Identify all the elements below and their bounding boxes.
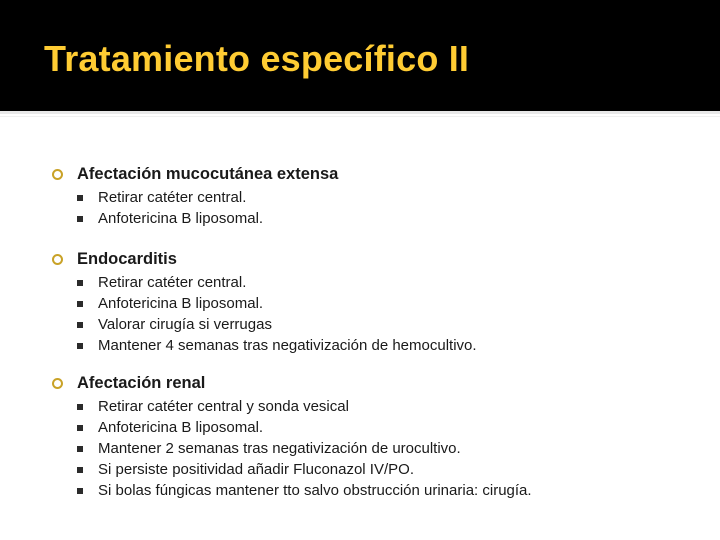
list-item <box>77 187 690 208</box>
slide-title: Tratamiento específico II <box>44 38 470 79</box>
bullet-list <box>50 396 690 501</box>
title-bar <box>0 0 720 111</box>
list-item-text: Si persiste positividad añadir Fluconazol IV/PO. <box>98 461 414 478</box>
section-heading <box>50 372 690 394</box>
square-bullet-icon <box>77 467 83 473</box>
square-bullet-icon <box>77 404 83 410</box>
list-item <box>77 335 690 356</box>
list-item-text: Valorar cirugía si verrugas <box>98 316 272 333</box>
list-item <box>77 314 690 335</box>
list-item-text: Retirar catéter central. <box>98 274 247 291</box>
list-item-text: Retirar catéter central. <box>98 189 247 206</box>
list-item-text: Anfotericina B liposomal. <box>98 419 264 436</box>
list-item <box>77 293 690 314</box>
square-bullet-icon <box>77 343 83 349</box>
square-bullet-icon <box>77 446 83 452</box>
list-item <box>77 438 690 459</box>
list-item-text: Mantener 2 semanas tras negativización de urocultivo. <box>98 440 461 457</box>
bullet-list <box>50 187 690 229</box>
square-bullet-icon <box>77 322 83 328</box>
list-item <box>77 417 690 438</box>
section-label: Endocarditis <box>77 249 177 268</box>
list-item-text: Mantener 4 semanas tras negativización de hemocultivo. <box>98 337 477 354</box>
ring-bullet-icon <box>52 378 63 389</box>
ring-bullet-icon <box>52 169 63 180</box>
list-item <box>77 272 690 293</box>
section-heading <box>50 248 690 270</box>
list-item <box>77 459 690 480</box>
list-item-text: Retirar catéter central y sonda vesical <box>98 398 349 415</box>
bullet-list <box>50 272 690 356</box>
section-label: Afectación renal <box>77 373 206 392</box>
square-bullet-icon <box>77 195 83 201</box>
square-bullet-icon <box>77 216 83 222</box>
section-afectacion-renal <box>50 372 690 501</box>
section-endocarditis <box>50 248 690 356</box>
section-heading <box>50 163 690 185</box>
section-afectacion-mucocutanea <box>50 163 690 229</box>
square-bullet-icon <box>77 488 83 494</box>
list-item <box>77 396 690 417</box>
square-bullet-icon <box>77 425 83 431</box>
list-item-text: Anfotericina B liposomal. <box>98 210 264 227</box>
list-item-text: Si bolas fúngicas mantener tto salvo obstrucción urinaria: cirugía. <box>98 482 532 499</box>
square-bullet-icon <box>77 280 83 286</box>
title-divider <box>0 111 720 114</box>
list-item <box>77 480 690 501</box>
square-bullet-icon <box>77 301 83 307</box>
list-item-text: Anfotericina B liposomal. <box>98 295 264 312</box>
section-label: Afectación mucocutánea extensa <box>77 164 339 183</box>
ring-bullet-icon <box>52 254 63 265</box>
title-divider-thin <box>0 116 720 117</box>
list-item <box>77 208 690 229</box>
